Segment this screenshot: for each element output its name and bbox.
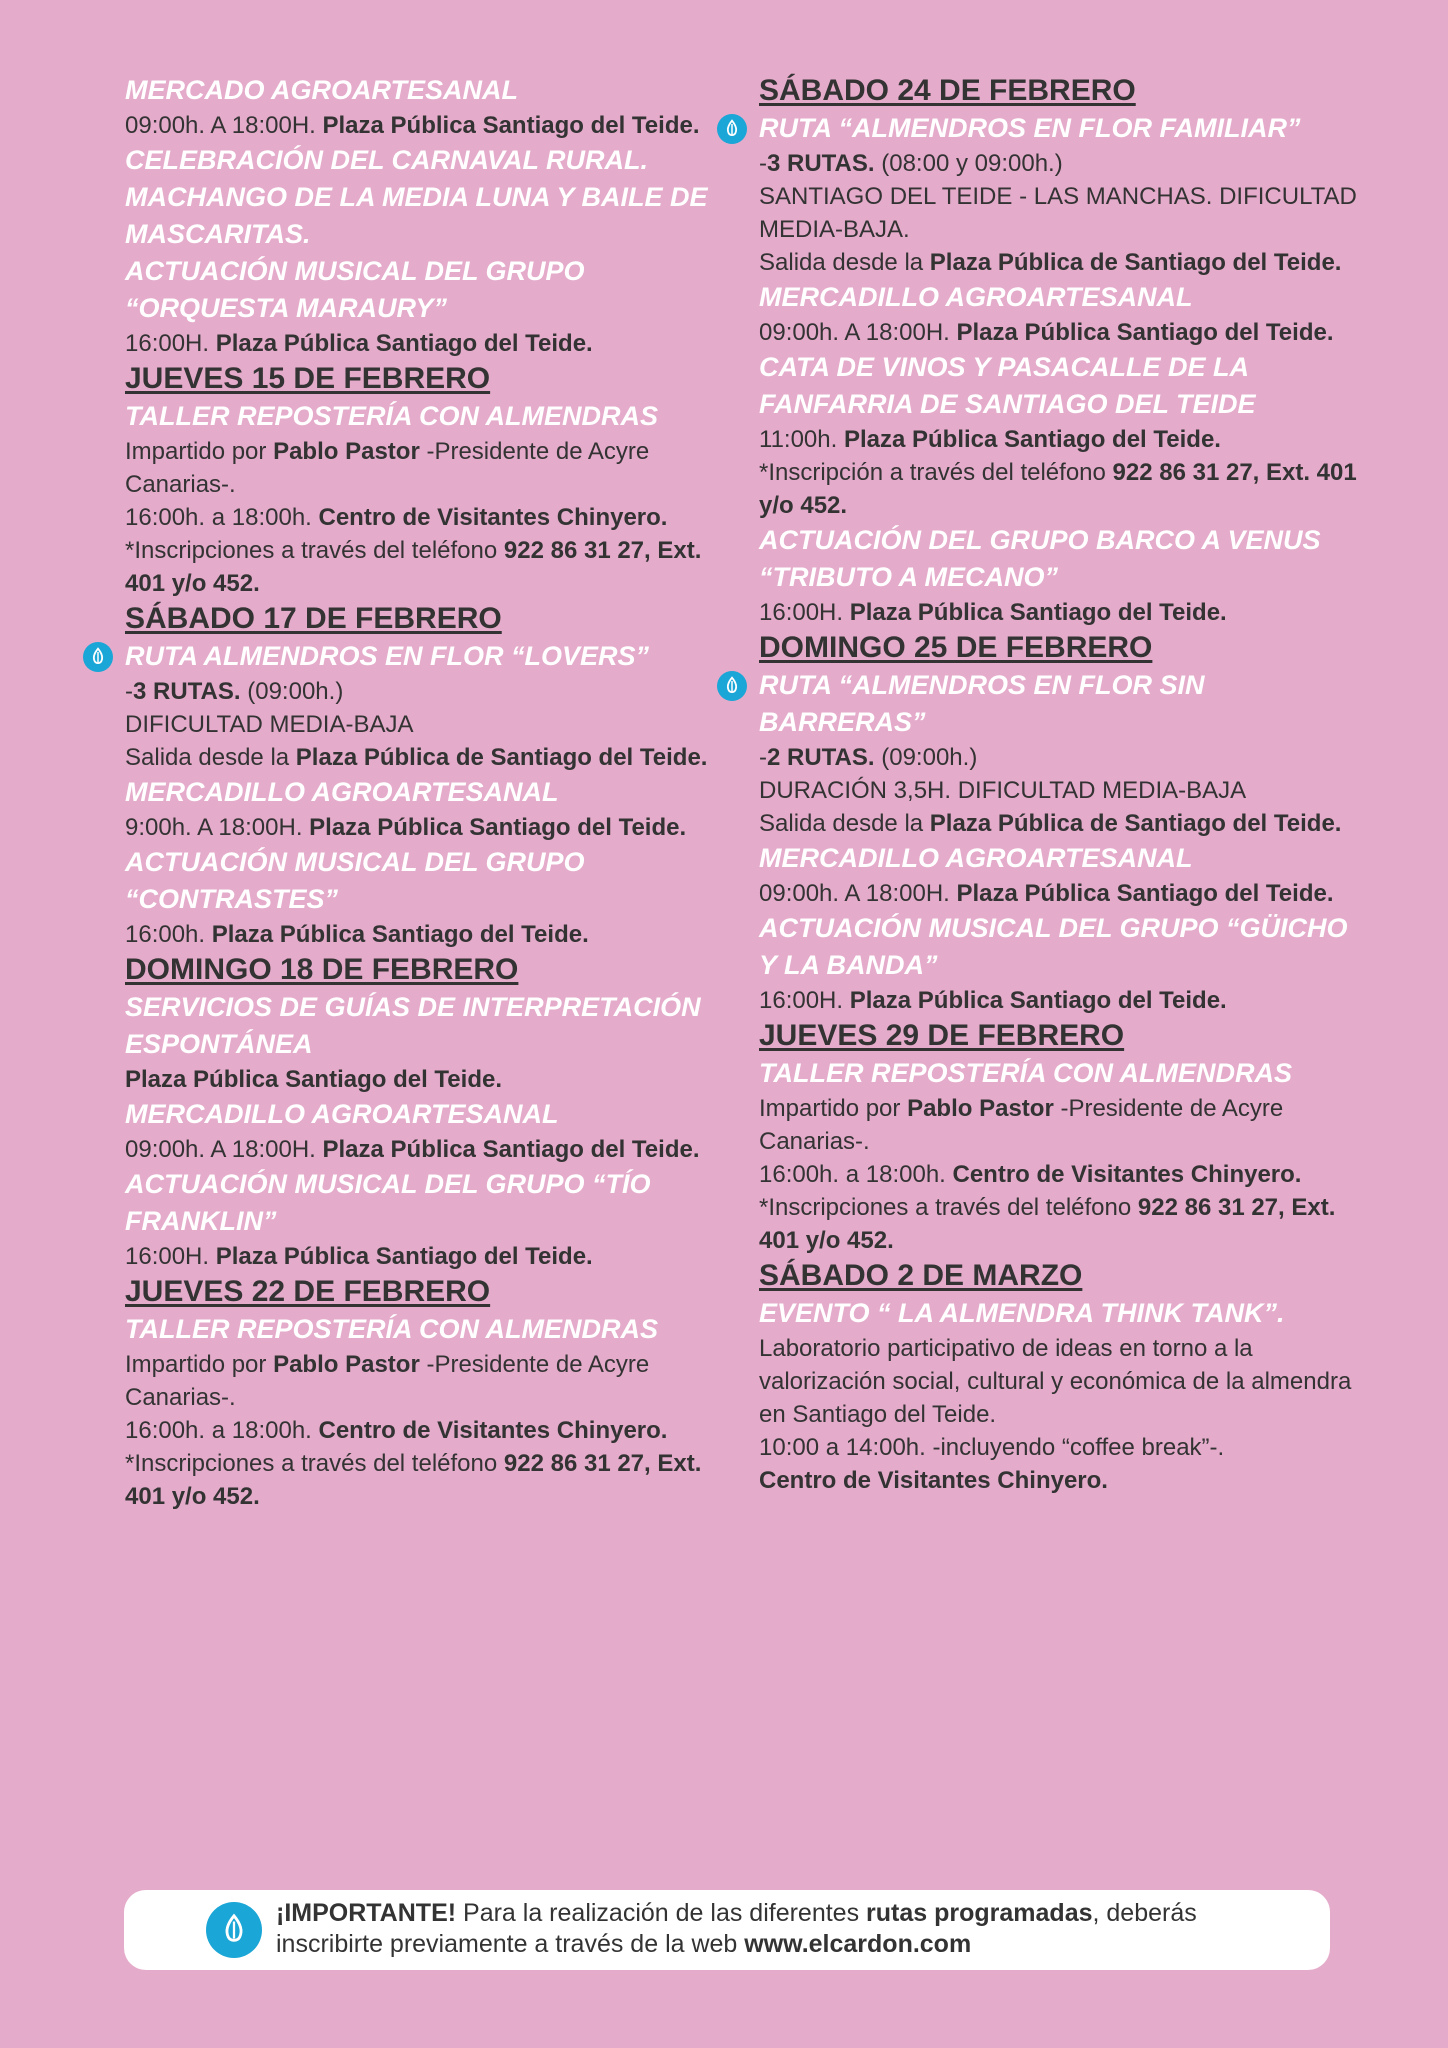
event-title [759, 522, 1359, 596]
bold-text: ¡IMPORTANTE! [276, 1899, 457, 1927]
event-title [125, 253, 725, 327]
event-title-text: RUTA ALMENDROS EN FLOR “LOVERS” [125, 641, 649, 671]
bold-text: Pablo Pastor [273, 438, 420, 465]
bold-text: Plaza Pública Santiago del Teide. [843, 426, 1221, 453]
text-segment: , deberás inscribirte previamente a través de la web [276, 1899, 1197, 1958]
text-segment: (09:00h.) [240, 678, 344, 705]
program-column-left [125, 72, 725, 1513]
day-heading: JUEVES 22 DE FEBRERO [125, 1275, 491, 1308]
event-detail [759, 741, 1359, 774]
bold-text: Pablo Pastor [907, 1095, 1054, 1122]
event-title-text: RUTA “ALMENDROS EN FLOR SIN BARRERAS” [759, 670, 1205, 737]
event-detail [125, 1348, 725, 1414]
event-detail [759, 1191, 1359, 1257]
event-title [125, 989, 725, 1063]
event-title [759, 1055, 1359, 1092]
event-detail [125, 1063, 725, 1096]
text-segment: 16:00H. [125, 330, 216, 357]
almond-drop-icon [83, 642, 113, 672]
event-title-text: ACTUACIÓN MUSICAL DEL GRUPO “ORQUESTA MARAURY” [125, 256, 585, 323]
bold-text: 922 86 31 27, Ext. 401 y/o 452. [759, 1194, 1336, 1254]
event-detail [759, 316, 1359, 349]
text-segment: -Presidente de Acyre Canarias-. [125, 438, 650, 498]
text-segment: 09:00h. A 18:00H. [759, 319, 957, 346]
event-title-text: CATA DE VINOS Y PASACALLE DE LA FANFARRIA DE SANTIAGO DEL TEIDE [759, 352, 1256, 419]
event-title [759, 667, 1359, 741]
event-title-text: TALLER REPOSTERÍA CON ALMENDRAS [759, 1058, 1292, 1088]
event-detail [759, 877, 1359, 910]
text-segment: *Inscripciones a través del teléfono [125, 1450, 504, 1477]
text-segment: Laboratorio participativo de ideas en torno a la valorización social, cultural y económica de la almendra en Santiago del Teide. [759, 1335, 1352, 1428]
day-heading: DOMINGO 18 DE FEBRERO [125, 953, 519, 986]
event-detail [759, 774, 1359, 807]
event-title [125, 1311, 725, 1348]
bold-text: Plaza Pública Santiago del Teide. [956, 880, 1334, 907]
bold-text: Pablo Pastor [273, 1351, 420, 1378]
event-title-text: SERVICIOS DE GUÍAS DE INTERPRETACIÓN ESPONTÁNEA [125, 992, 701, 1059]
text-segment: Salida desde la [759, 810, 930, 837]
day-heading: SÁBADO 17 DE FEBRERO [125, 602, 502, 635]
event-detail [759, 423, 1359, 456]
text-segment: - [125, 678, 133, 705]
text-segment: 9:00h. A 18:00H. [125, 814, 310, 841]
event-title-text: RUTA “ALMENDROS EN FLOR FAMILIAR” [759, 113, 1301, 143]
event-detail [125, 1414, 725, 1447]
event-detail [759, 1332, 1359, 1431]
event-title-text: MERCADILLO AGROARTESANAL [759, 843, 1193, 873]
event-detail [759, 1464, 1359, 1497]
event-title [125, 1096, 725, 1133]
day-heading: JUEVES 15 DE FEBRERO [125, 362, 491, 395]
bold-text: Plaza Pública Santiago del Teide. [322, 1136, 700, 1163]
text-segment: 16:00H. [125, 1243, 216, 1270]
almond-drop-icon [717, 671, 747, 701]
almond-drop-icon [717, 114, 747, 144]
event-title [125, 844, 725, 918]
event-detail [125, 501, 725, 534]
bold-text: Plaza Pública Santiago del Teide. [956, 319, 1334, 346]
text-segment: Impartido por [125, 438, 274, 465]
text-segment: Salida desde la [125, 744, 296, 771]
bold-text: 922 86 31 27, Ext. 401 y/o 452. [125, 1450, 702, 1510]
event-detail [125, 534, 725, 600]
event-detail [125, 1133, 725, 1166]
bold-text: Plaza Pública Santiago del Teide. [125, 1066, 502, 1093]
event-detail [759, 246, 1359, 279]
event-title [759, 1295, 1359, 1332]
event-title-text: ACTUACIÓN MUSICAL DEL GRUPO “TÍO FRANKLIN” [125, 1169, 651, 1236]
text-segment: *Inscripciones a través del teléfono [125, 537, 504, 564]
bold-text: Plaza Pública Santiago del Teide. [215, 1243, 593, 1270]
event-detail [759, 984, 1359, 1017]
bold-text: rutas programadas [866, 1899, 1093, 1927]
bold-text: 922 86 31 27, Ext. 401 y/o 452. [125, 537, 702, 597]
text-segment: - [759, 744, 767, 771]
bold-text: 922 86 31 27, Ext. 401 y/o 452. [759, 459, 1357, 519]
text-segment: 16:00H. [759, 599, 850, 626]
event-detail [125, 1447, 725, 1513]
bold-text: Plaza Pública Santiago del Teide. [322, 112, 700, 139]
text-segment: Impartido por [759, 1095, 908, 1122]
event-title [759, 910, 1359, 984]
event-detail [759, 1431, 1359, 1464]
event-detail [125, 327, 725, 360]
event-detail [759, 807, 1359, 840]
day-heading: JUEVES 29 DE FEBRERO [759, 1019, 1125, 1052]
bold-text: Plaza Pública Santiago del Teide. [849, 987, 1227, 1014]
text-segment: 09:00h. A 18:00H. [125, 1136, 323, 1163]
event-detail [125, 708, 725, 741]
event-detail [759, 180, 1359, 246]
event-title-text: MERCADILLO AGROARTESANAL [125, 1099, 559, 1129]
event-title-text: MERCADO AGROARTESANAL [125, 75, 519, 105]
event-title-text: ACTUACIÓN MUSICAL DEL GRUPO “CONTRASTES” [125, 847, 585, 914]
event-title [759, 110, 1359, 147]
bold-text: 2 RUTAS. [767, 744, 875, 771]
event-title-text: TALLER REPOSTERÍA CON ALMENDRAS [125, 401, 658, 431]
bold-text: www.elcardon.com [744, 1930, 972, 1958]
event-title-text: ACTUACIÓN DEL GRUPO BARCO A VENUS “TRIBUTO A MECANO” [759, 525, 1321, 592]
event-title [125, 398, 725, 435]
event-detail [759, 1158, 1359, 1191]
event-detail [125, 918, 725, 951]
day-heading: DOMINGO 25 DE FEBRERO [759, 631, 1153, 664]
text-segment: 09:00h. A 18:00H. [125, 112, 323, 139]
text-segment: 11:00h. [759, 426, 844, 453]
event-title [759, 840, 1359, 877]
notice-text [276, 1898, 1306, 1960]
text-segment: -Presidente de Acyre Canarias-. [759, 1095, 1284, 1155]
bold-text: Plaza Pública de Santiago del Teide. [929, 249, 1342, 276]
bold-text: Centro de Visitantes Chinyero. [952, 1161, 1302, 1188]
event-title [125, 72, 725, 109]
program-column-right [759, 72, 1359, 1497]
event-detail [125, 435, 725, 501]
event-title-text: MERCADILLO AGROARTESANAL [125, 777, 559, 807]
bold-text: Plaza Pública Santiago del Teide. [309, 814, 687, 841]
event-detail [759, 1092, 1359, 1158]
event-title [125, 1166, 725, 1240]
event-detail [759, 596, 1359, 629]
text-segment: 10:00 a 14:00h. -incluyendo “coffee break”-. [759, 1434, 1225, 1461]
event-title-text: CELEBRACIÓN DEL CARNAVAL RURAL. MACHANGO DE LA MEDIA LUNA Y BAILE DE MASCARITAS. [125, 145, 708, 249]
text-segment: SANTIAGO DEL TEIDE - LAS MANCHAS. DIFICULTAD MEDIA-BAJA. [759, 183, 1357, 243]
event-title [125, 142, 725, 253]
bold-text: Centro de Visitantes Chinyero. [759, 1467, 1108, 1494]
text-segment: (09:00h.) [874, 744, 978, 771]
bold-text: 3 RUTAS. [767, 150, 875, 177]
text-segment: 16:00h. [125, 921, 212, 948]
text-segment: DIFICULTAD MEDIA-BAJA [125, 711, 414, 738]
event-title-text: EVENTO “ LA ALMENDRA THINK TANK”. [759, 1298, 1285, 1328]
event-title [125, 638, 725, 675]
text-segment: 16:00h. a 18:00h. [125, 1417, 319, 1444]
event-detail [125, 675, 725, 708]
text-segment: 09:00h. A 18:00H. [759, 880, 957, 907]
text-segment: 16:00h. a 18:00h. [759, 1161, 953, 1188]
event-detail [125, 811, 725, 844]
bold-text: Plaza Pública de Santiago del Teide. [929, 810, 1342, 837]
bold-text: Centro de Visitantes Chinyero. [318, 1417, 668, 1444]
bold-text: Plaza Pública Santiago del Teide. [211, 921, 589, 948]
text-segment: *Inscripciones a través del teléfono [759, 1194, 1138, 1221]
text-segment: Para la realización de las diferentes [456, 1899, 867, 1927]
text-segment: DURACIÓN 3,5H. DIFICULTAD MEDIA-BAJA [759, 777, 1247, 804]
text-segment: (08:00 y 09:00h.) [874, 150, 1063, 177]
text-segment: -Presidente de Acyre Canarias-. [125, 1351, 650, 1411]
text-segment: Salida desde la [759, 249, 930, 276]
day-heading: SÁBADO 2 DE MARZO [759, 1259, 1083, 1292]
text-segment: - [759, 150, 767, 177]
event-title [759, 279, 1359, 316]
text-segment: *Inscripción a través del teléfono [759, 459, 1113, 486]
event-detail [125, 109, 725, 142]
bold-text: Plaza Pública Santiago del Teide. [849, 599, 1227, 626]
event-title-text: TALLER REPOSTERÍA CON ALMENDRAS [125, 1314, 658, 1344]
event-title [125, 774, 725, 811]
bold-text: Centro de Visitantes Chinyero. [318, 504, 668, 531]
bold-text: 3 RUTAS. [133, 678, 241, 705]
almond-drop-icon [206, 1902, 262, 1958]
event-detail [125, 1240, 725, 1273]
bold-text: Plaza Pública de Santiago del Teide. [295, 744, 708, 771]
event-title [759, 349, 1359, 423]
text-segment: 16:00H. [759, 987, 850, 1014]
event-detail [759, 456, 1359, 522]
day-heading: SÁBADO 24 DE FEBRERO [759, 74, 1136, 107]
event-title-text: MERCADILLO AGROARTESANAL [759, 282, 1193, 312]
text-segment: Impartido por [125, 1351, 274, 1378]
event-title-text: ACTUACIÓN MUSICAL DEL GRUPO “GÜICHO Y LA BANDA” [759, 913, 1348, 980]
event-detail [759, 147, 1359, 180]
text-segment: 16:00h. a 18:00h. [125, 504, 319, 531]
bold-text: Plaza Pública Santiago del Teide. [215, 330, 593, 357]
important-notice [124, 1890, 1330, 1970]
event-detail [125, 741, 725, 774]
